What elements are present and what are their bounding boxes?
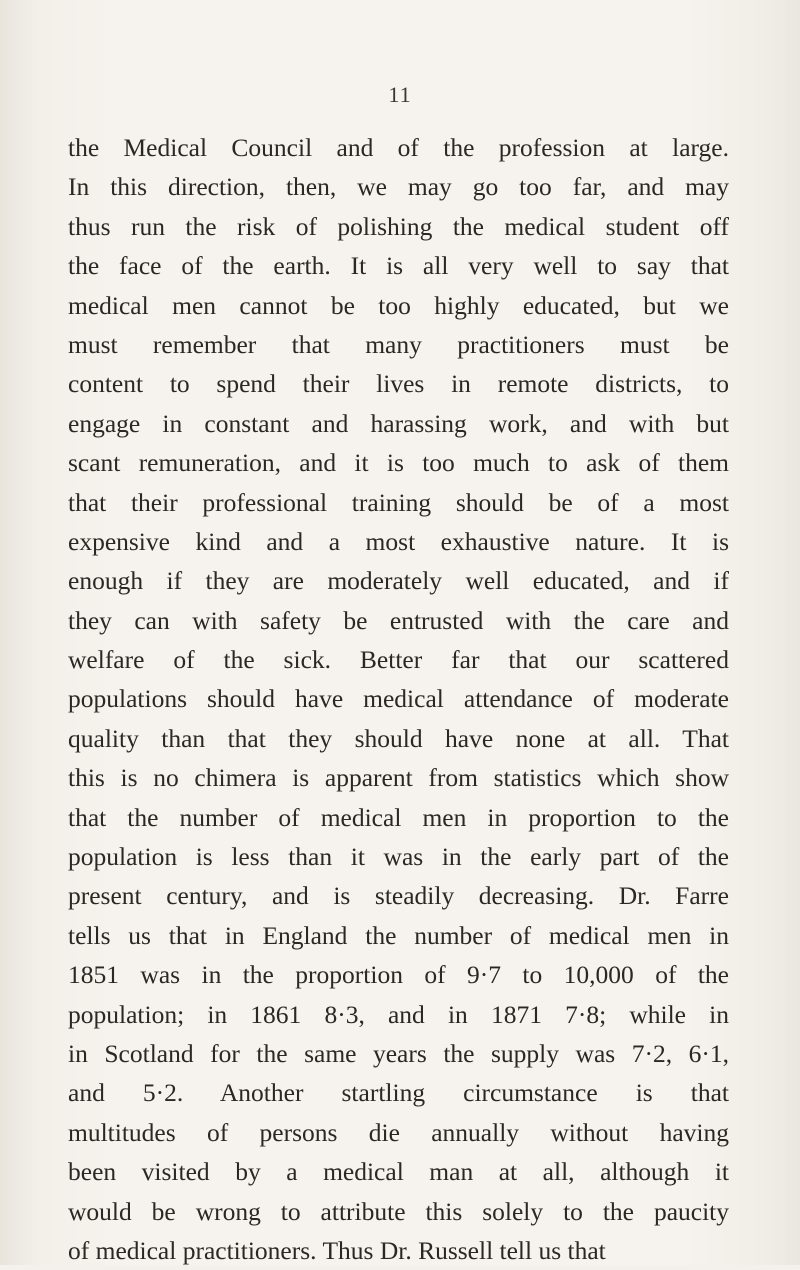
text-line: that their professional training should be of a most	[68, 487, 729, 517]
text-line: content to spend their lives in remote districts, to	[68, 369, 729, 399]
text-line: populations should have medical attendance of moderate	[68, 684, 729, 714]
text-line: would be wrong to attribute this solely to the paucity	[68, 1196, 729, 1226]
text-line: thus run the risk of polishing the medical student off	[68, 211, 729, 241]
text-line: must remember that many practitioners must be	[68, 329, 729, 359]
body-text	[68, 128, 729, 1270]
text-line: In this direction, then, we may go too far, and may	[68, 172, 729, 202]
text-line: present century, and is steadily decreasing. Dr. Farre	[68, 881, 729, 911]
text-line: been visited by a medical man at all, although it	[68, 1157, 729, 1187]
text-line: population is less than it was in the early part of the	[68, 842, 729, 872]
text-line: 1851 was in the proportion of 9·7 to 10,000 of the	[68, 960, 729, 990]
text-line: the Medical Council and of the profession at large.	[68, 133, 729, 162]
text-line: medical men cannot be too highly educated, but we	[68, 290, 729, 320]
text-line: in Scotland for the same years the supply was 7·2, 6·1,	[68, 1038, 729, 1068]
text-line: quality than that they should have none at all. That	[68, 723, 729, 753]
text-line: and 5·2. Another startling circumstance is that	[68, 1078, 729, 1108]
text-line: engage in constant and harassing work, and with but	[68, 408, 729, 438]
text-line: they can with safety be entrusted with the care and	[68, 605, 729, 635]
text-line: welfare of the sick. Better far that our scattered	[68, 645, 729, 675]
text-line: of medical practitioners. Thus Dr. Russell tell us that	[68, 1235, 606, 1265]
text-line: tells us that in England the number of medical men in	[68, 920, 729, 950]
text-line: that the number of medical men in proportion to the	[68, 802, 729, 832]
text-line: expensive kind and a most exhaustive nature. It is	[68, 526, 729, 556]
text-line: the face of the earth. It is all very well to say that	[68, 251, 729, 281]
text-line: enough if they are moderately well educated, and if	[68, 566, 729, 596]
text-line: this is no chimera is apparent from statistics which show	[68, 763, 729, 793]
text-line: multitudes of persons die annually without having	[68, 1117, 729, 1147]
text-line: scant remuneration, and it is too much to ask of them	[68, 448, 729, 478]
page-number: 11	[388, 82, 412, 107]
text-line: population; in 1861 8·3, and in 1871 7·8; while in	[68, 999, 729, 1029]
